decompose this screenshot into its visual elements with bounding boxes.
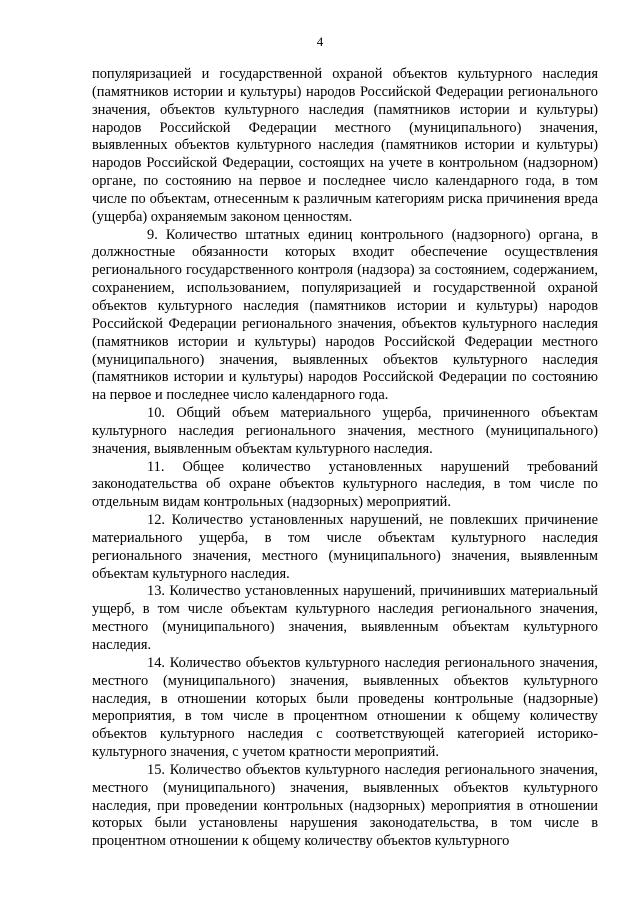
paragraph-item-11: 11. Общее количество установленных нарушений требований законодательства об охране объектов культурного наследия, в том числе по отдельным видам контрольных (надзорных) мероприятий. — [92, 458, 598, 511]
paragraph-item-12: 12. Количество установленных нарушений, не повлекших причинение материального ущерба, в том числе объектам культурного наследия регионального значения, местного (муниципального) значения, выявленным объектам культурного наследия. — [92, 512, 598, 582]
paragraph-item-10: 10. Общий объем материального ущерба, причиненного объектам культурного наследия регионального значения, местного (муниципального) значения, выявленным объектам культурного наследия. — [92, 405, 598, 457]
paragraph-item-9: 9. Количество штатных единиц контрольного (надзорного) органа, в должностные обязанности которых входит обеспечение осуществления регионального государственного контроля (надзора) за состоянием, содержанием, сохранением, использованием, популяризацией и государственной охраной объектов культурного наследия (памятников истории и культуры) народов Российской Федерации регионального значения, объектов культурного наследия (памятников истории и культуры) народов Российской Федерации местного (муниципального) значения, выявленных объектов культурного наследия (памятников истории и культуры) народов Российской Федерации по состоянию на первое и последнее число календарного года. — [92, 226, 598, 404]
paragraph-item-14: 14. Количество объектов культурного наследия регионального значения, местного (муниципального) значения, выявленных объектов культурного наследия, в отношении которых были проведены контрольные (надзорные) мероприятия, в том числе в процентном отношении к общему количеству объектов культурного наследия с соответствующей категорией историко-культурного значения, с учетом кратности мероприятий. — [92, 654, 598, 761]
paragraph-item-13: 13. Количество установленных нарушений, причинивших материальный ущерб, в том числе объектам культурного наследия регионального значения, местного (муниципального) значения, выявленным объектам культурного наследия. — [92, 583, 598, 653]
paragraph-item-15: 15. Количество объектов культурного наследия регионального значения, местного (муниципального) значения, выявленных объектов культурного наследия, при проведении контрольных (надзорных) мероприятия в отношении которых были установлены нарушения законодательства, в том числе в процентном отношении к общему количеству объектов культурного — [92, 761, 598, 850]
document-body — [92, 66, 598, 851]
paragraph-continuation: популяризацией и государственной охраной объектов культурного наследия (памятников истории и культуры) народов Российской Федерации регионального значения, объектов культурного наследия (памятников истории и культуры) народов Российской Федерации местного (муниципального) значения, выявленных объектов культурного наследия (памятников истории и культуры) народов Российской Федерации, состоящих на учете в контрольном (надзорном) органе, по состоянию на первое и последнее число календарного года, в том числе по объектам, отнесенным к различным категориям риска причинения вреда (ущерба) охраняемым законом ценностям. — [92, 66, 598, 225]
page-number: 4 — [316, 34, 324, 49]
